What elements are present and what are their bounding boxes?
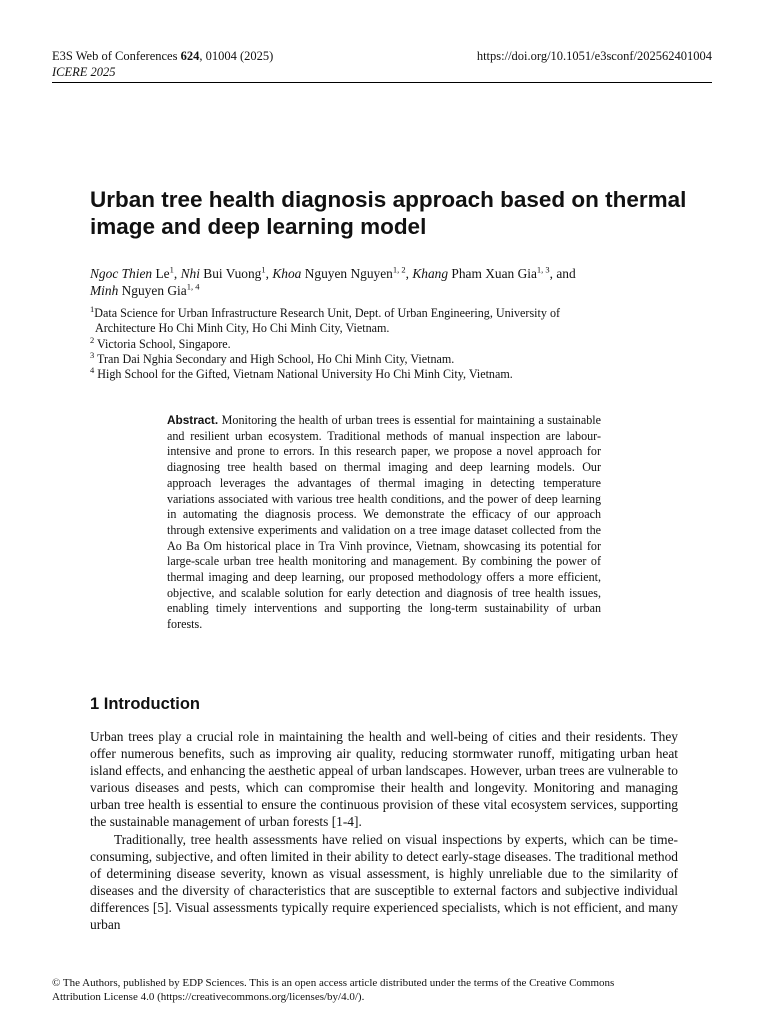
author-family-name: Nguyen Gia bbox=[118, 283, 187, 298]
license-line: Attribution License 4.0 (https://creativecommons.org/licenses/by/4.0/). bbox=[52, 991, 365, 1003]
author-separator: , and bbox=[549, 266, 576, 281]
journal-volume: 624 bbox=[180, 49, 200, 63]
author-separator: , bbox=[265, 266, 273, 281]
doi-link[interactable]: https://doi.org/10.1051/e3sconf/202562401004 bbox=[476, 49, 712, 63]
affiliation-text: Data Science for Urban Infrastructure Research Unit, Dept. of Urban Engineering, University of bbox=[94, 306, 561, 320]
journal-name: E3S Web of Conferences bbox=[52, 49, 181, 63]
affiliation-mark: 2 bbox=[90, 334, 95, 345]
author-given-name: Ngoc Thien bbox=[90, 266, 153, 281]
author-given-name: Minh bbox=[90, 283, 119, 298]
author-list bbox=[90, 265, 690, 299]
article-number-year: , 01004 (2025) bbox=[199, 49, 274, 63]
author-separator: , bbox=[405, 266, 413, 281]
paper-title: Urban tree health diagnosis approach based on thermal image and deep learning model bbox=[90, 187, 687, 239]
author-given-name: Khoa bbox=[272, 266, 302, 281]
affiliation-text: Victoria School, Singapore. bbox=[94, 336, 231, 351]
affiliation-mark: 4 bbox=[90, 365, 95, 376]
author-family-name: Le bbox=[152, 266, 170, 281]
introduction-body bbox=[90, 728, 678, 933]
affiliation-list bbox=[90, 303, 690, 382]
author-family-name: Pham Xuan Gia bbox=[448, 266, 537, 281]
author-affiliation-mark: 1 bbox=[261, 264, 266, 275]
author-affiliation-mark: 1 bbox=[169, 264, 174, 275]
abstract-text: Monitoring the health of urban trees is essential for maintaining a sustainable and resilient urban ecosystem. Traditional methods of manual inspection are labour-intensive and prone to errors. In this research paper, we propose a novel approach for diagnosing tree health based on thermal imaging and deep learning models. Our approach leverages the advantages of thermal imaging in detecting temperature variations associated with various tree health conditions, and the power of deep learning in automating the diagnosis process. We demonstrate the efficacy of our approach through extensive experiments and validation on a tree image dataset collected from the Ao Ba Om historical place in Tra Vinh province, Vietnam, showcasing its potential for large-scale urban tree health monitoring and management. By combining the power of thermal imaging and deep learning, our proposed methodology offers a more efficient, objective, and scalable solution for early detection and diagnosis of tree health issues, enabling timely interventions and supporting the long-term sustainability of urban forests. bbox=[167, 413, 601, 632]
author-affiliation-mark: 1, 3 bbox=[536, 264, 550, 275]
author-family-name: Nguyen Nguyen bbox=[301, 266, 393, 281]
affiliation-mark: 1 bbox=[90, 303, 95, 314]
affiliation-item bbox=[90, 334, 690, 352]
affiliation-item bbox=[90, 303, 690, 321]
author-family-name: Bui Vuong bbox=[199, 266, 262, 281]
author-given-name: Nhi bbox=[180, 266, 200, 281]
conference-name: ICERE 2025 bbox=[52, 65, 116, 79]
section-heading-introduction: 1 Introduction bbox=[90, 695, 200, 713]
affiliation-item bbox=[90, 349, 690, 367]
affiliation-text: Tran Dai Nghia Secondary and High School, Ho Chi Minh City, Vietnam. bbox=[94, 351, 455, 366]
body-paragraph: Traditionally, tree health assessments have relied on visual inspections by experts, which can be time-consuming, subjective, and often limited in their ability to detect early-stage diseases. The traditional method of determining disease severity, known as visual assessment, is highly unreliable due to the similarity of diseases and the diversity of characteristics that are susceptible to external factors and subjective individual differences [5]. Visual assessments typically require experienced specialists, which is not efficient, and many urban bbox=[90, 831, 678, 933]
license-footer bbox=[52, 976, 722, 1004]
author-affiliation-mark: 1, 2 bbox=[392, 264, 406, 275]
license-line: © The Authors, published by EDP Sciences. This is an open access article distributed under the terms of the Creative Commons bbox=[52, 977, 615, 989]
affiliation-text: High School for the Gifted, Vietnam National University Ho Chi Minh City, Vietnam. bbox=[94, 367, 513, 382]
running-header-left bbox=[52, 48, 273, 80]
author-affiliation-mark: 1, 4 bbox=[186, 281, 200, 292]
affiliation-item bbox=[90, 367, 690, 382]
author-separator: , bbox=[173, 266, 181, 281]
affiliation-mark: 3 bbox=[90, 349, 95, 360]
body-paragraph: Urban trees play a crucial role in maintaining the health and well-being of cities and their residents. They offer numerous benefits, such as improving air quality, reducing stormwater runoff, mitigating urban heat island effects, and enhancing the aesthetic appeal of urban landscapes. However, urban trees are vulnerable to various diseases and pests, which can compromise their health and longevity. Monitoring and managing urban tree health is essential to ensure the continuous provision of these vital ecosystem services, supporting the sustainable management of urban forests [1-4]. bbox=[90, 729, 678, 830]
author-given-name: Khang bbox=[412, 266, 449, 281]
abstract-label: Abstract. bbox=[167, 413, 219, 427]
affiliation-continuation: Architecture Ho Chi Minh City, Ho Chi Minh City, Vietnam. bbox=[95, 321, 390, 336]
header-divider bbox=[52, 82, 712, 83]
journal-citation bbox=[52, 48, 273, 64]
abstract bbox=[167, 413, 601, 633]
